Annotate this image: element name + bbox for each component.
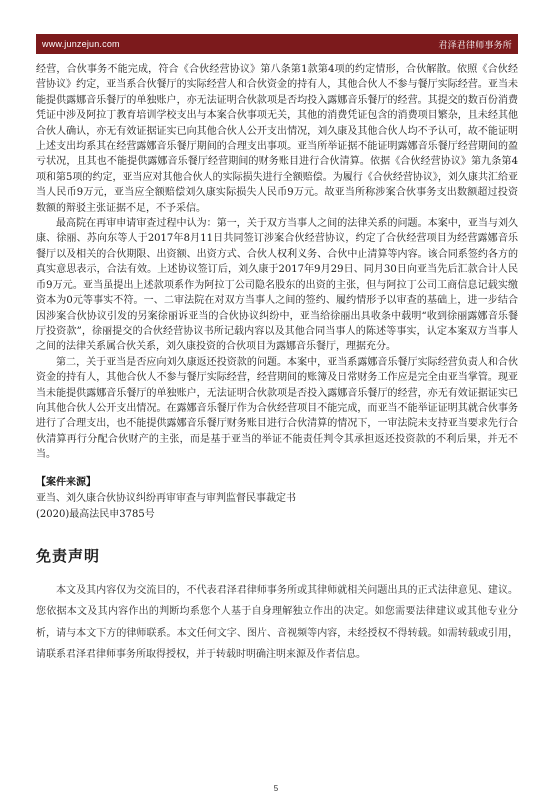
case-source bbox=[36, 475, 518, 523]
document-content bbox=[36, 62, 518, 666]
firm-name: 君泽君律师事务所 bbox=[438, 40, 512, 51]
disclaimer-title: 免责声明 bbox=[36, 546, 101, 565]
case-source-title: 亚当、刘久康合伙协议纠纷再审审查与审判监督民事裁定书 bbox=[36, 492, 296, 504]
disclaimer-text: 本文及其内容仅为交流目的，不代表君泽君律师事务所或其律师就相关问题出具的正式法律意见、建议。您依据本文及其内容作出的判断均系您个人基于自身理解独立作出的决定。如您需要法律建议或其他专业分析，请与本文下方的律师联系。本文任何文字、图片、音视频等内容，未经授权不得转载。如需转载或引用，请联系君泽君律师事务所取得授权，并于转载时明确注明来源及作者信息。 bbox=[36, 584, 518, 661]
header-band bbox=[36, 34, 518, 54]
page-number: 5 bbox=[273, 784, 279, 793]
case-source-number: (2020)最高法民申3785号 bbox=[36, 508, 155, 520]
paragraph-2: 最高院在再审申请审查过程中认为：第一，关于双方当事人之间的法律关系的问题。本案中，亚当与刘久康、徐丽、苏向东等人于2017年8月11日共同签订涉案合伙经营协议，约定了合伙经营项目为经营露娜音乐餐厅以及相关的合伙期限、出资额、出资方式、合伙人权利义务、合伙中止清算等内容。该合同系签约各方的真实意思表示，合法有效。上述协议签订后，刘久康于2017年9月29日、同月30日向亚当先后汇款合计人民币9万元。亚当虽提出上述款项系作为阿拉丁公司隐名股东的出资的主张，但与阿拉丁公司工商信息记载实缴资本为0元等事实不符。一、二审法院在对双方当事人之间的签约、履约情形予以审查的基础上，进一步结合因涉案合伙协议引发的另案徐丽诉亚当的合伙协议纠纷中，亚当给徐丽出具收条中载明“收到徐丽露娜音乐餐厅投资款”，徐丽提交的合伙经营协议书所记载内容以及其他合同当事人的陈述等事实，认定本案双方当事人之间的法律关系属合伙关系，刘久康投资的合伙项目为露娜音乐餐厅，理据充分。 bbox=[36, 218, 518, 353]
paragraph-3: 第二，关于亚当是否应向刘久康返还投资款的问题。本案中，亚当系露娜音乐餐厅实际经营负责人和合伙资金的持有人，其他合伙人不参与餐厅实际经营，经营期间的账簿及日常财务工作应是完全由亚当掌管。现亚当未能提供露娜音乐餐厅的单独账户，无法证明合伙款项是否投入露娜音乐餐厅的经营，亦无有效证据证实已向其他合伙人公开支出情况。在露娜音乐餐厅作为合伙经营项目不能完成，而亚当不能举证证明其就合伙事务进行了合理支出，也不能提供露娜音乐餐厅财务账目进行合伙清算的情况下，一审法院未支持亚当要求先行合伙清算再行分配合伙财产的主张，而是基于亚当的举证不能责任判令其承担返还投资款的不利后果，并无不当。 bbox=[36, 356, 518, 461]
case-source-heading: 【案件来源】 bbox=[36, 476, 96, 488]
paragraph-1: 经营，合伙事务不能完成，符合《合伙经营协议》第八条第1款第4项的约定情形，合伙解散。依照《合伙经营协议》约定，亚当系合伙餐厅的实际经营人和合伙资金的持有人，其他合伙人不参与餐厅实际经营。亚当未能提供露娜音乐餐厅的单独账户，亦无法证明合伙款项是否均投入露娜音乐餐厅的经营。其提交的数百份消费凭证中涉及阿拉丁教育培训学校支出与本案合伙事项无关，其他的消费凭证包含的消费项目繁杂，且未经其他合伙人确认，亦无有效证据证实已向其他合伙人公开支出情况，刘久康及其他合伙人均不予认可，故不能证明上述支出均系其在经营露娜音乐餐厅期间的合理支出事项。亚当所举证据不能证明露娜音乐餐厅经营期间的盈亏状况，且其也不能提供露娜音乐餐厅经营期间的财务账目进行合伙清算。依据《合伙经营协议》第九条第4项和第5项的约定，亚当应对其他合伙人的实际损失进行全额赔偿。为履行《合伙经营协议》，刘久康共汇给亚当人民币9万元，亚当应全额赔偿刘久康实际损失人民币9万元。故亚当所称涉案合伙事务支出数额超过投资数额的辩驳主张证据不足，不予采信。 bbox=[36, 64, 518, 214]
website-url[interactable]: www.junzejun.com bbox=[42, 39, 120, 49]
